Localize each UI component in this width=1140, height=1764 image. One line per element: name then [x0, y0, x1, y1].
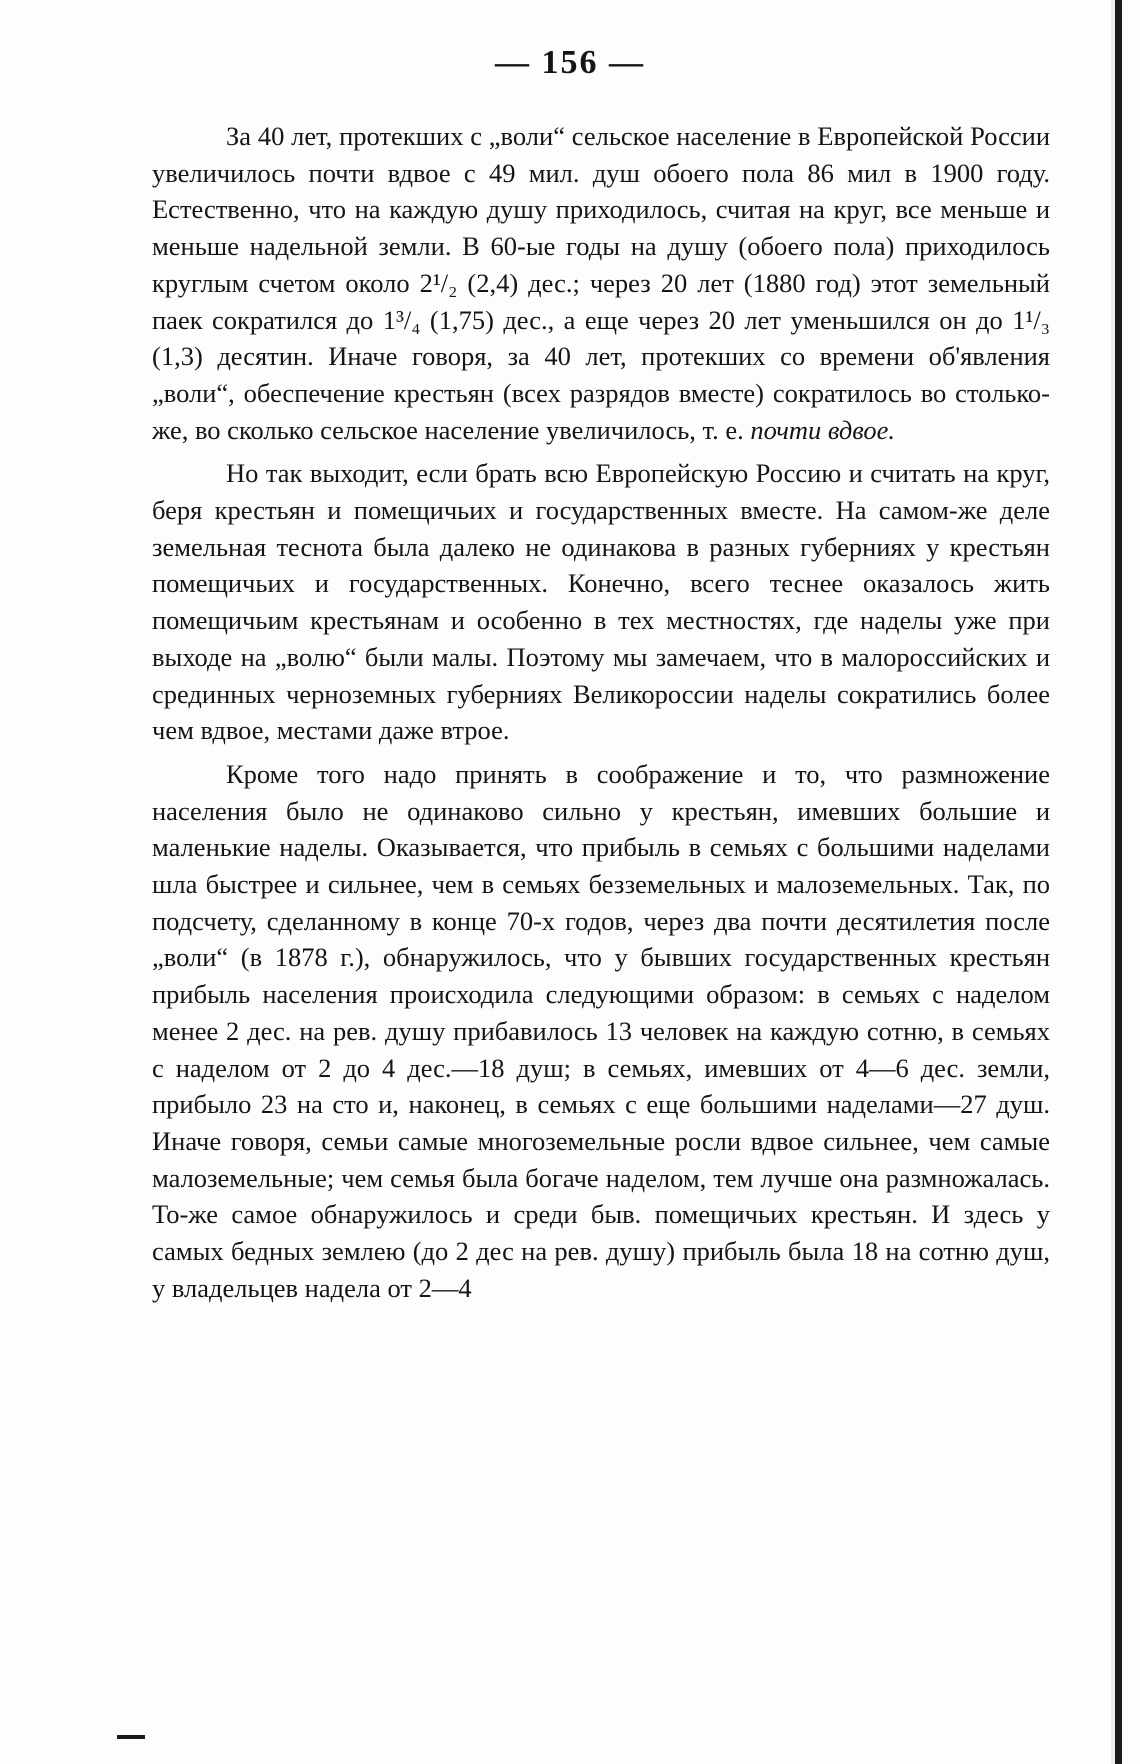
paragraph-1-text: За 40 лет, протекших с „воли“ сельское население в Европейской России увеличилось почти вдвое с 49 мил. душ обоего пола 86 мил в 1900 году. Естественно, что на каждую душу приходилось, считая на круг, все меньше и меньше надельной земли. В 60-ые годы на душу (обоего пола) приходилось круглым счетом около 2¹/₂ (2,4) дес.; через 20 лет (1880 год) этот земельный паек сократился до 1³/₄ (1,75) дес., а еще через 20 лет уменьшился он до 1¹/₃ (1,3) десятин. Иначе говоря, за 40 лет, протекших со времени об'явления „воли“, обеспечение крестьян (всех разрядов вместе) сократилось во столько-же, во сколько сельское население увеличилось, т. е.	[152, 121, 1050, 445]
paragraph-2: Но так выходит, если брать всю Европейскую Россию и считать на круг, беря крестьян и помещичьих и государственных вместе. На самом-же деле земельная теснота была далеко не одинакова в разных губерниях у крестьян помещичьих и государственных. Конечно, всего теснее оказалось жить помещичьим крестьянам и особенно в тех местностях, где наделы уже при выходе на „волю“ были малы. Поэтому мы замечаем, что в малороссийских и срединных черноземных губерниях Великороссии наделы сократились более чем вдвое, местами даже втрое.	[152, 458, 1050, 746]
paragraph-1	[152, 118, 1050, 448]
paragraph-3: Кроме того надо принять в соображение и то, что размножение населения было не одинаково сильно у крестьян, имевших большие и маленькие наделы. Оказывается, что прибыль в семьях с большими наделами шла быстрее и сильнее, чем в семьях безземельных и малоземельных. Так, по подсчету, сделанному в конце 70-х годов, через два почти десятилетия после „воли“ (в 1878 г.), обнаружилось, что у бывших государственных крестьян прибыль населения происходила следующими образом: в семьях с наделом менее 2 дес. на рев. душу прибавилось 13 человек на каждую сотню, в семьях с наделом от 2 до 4 дес.—18 душ; в семьях, имевших от 4—6 дес. земли, прибыло 23 на сто и, наконец, в семьях с еще большими наделами—27 душ. Иначе говоря, семьи самые многоземельные росли вдвое сильнее, чем самые малоземельные; чем семья была богаче наделом, тем лучше она размножалась. То-же самое обнаружилось и среди быв. помещичьих крестьян. И здесь у самых бедных землею (до 2 дес на рев. душу) прибыль была 18 на сотню душ, у владельцев надела от 2—4	[152, 758, 1050, 1303]
page-number: — 156 —	[495, 44, 645, 81]
scan-mark	[117, 1735, 145, 1739]
body-text	[152, 118, 1050, 1307]
page-edge-border	[1115, 0, 1122, 1764]
paragraph-1-emphasis: почти вдвое.	[750, 414, 896, 445]
